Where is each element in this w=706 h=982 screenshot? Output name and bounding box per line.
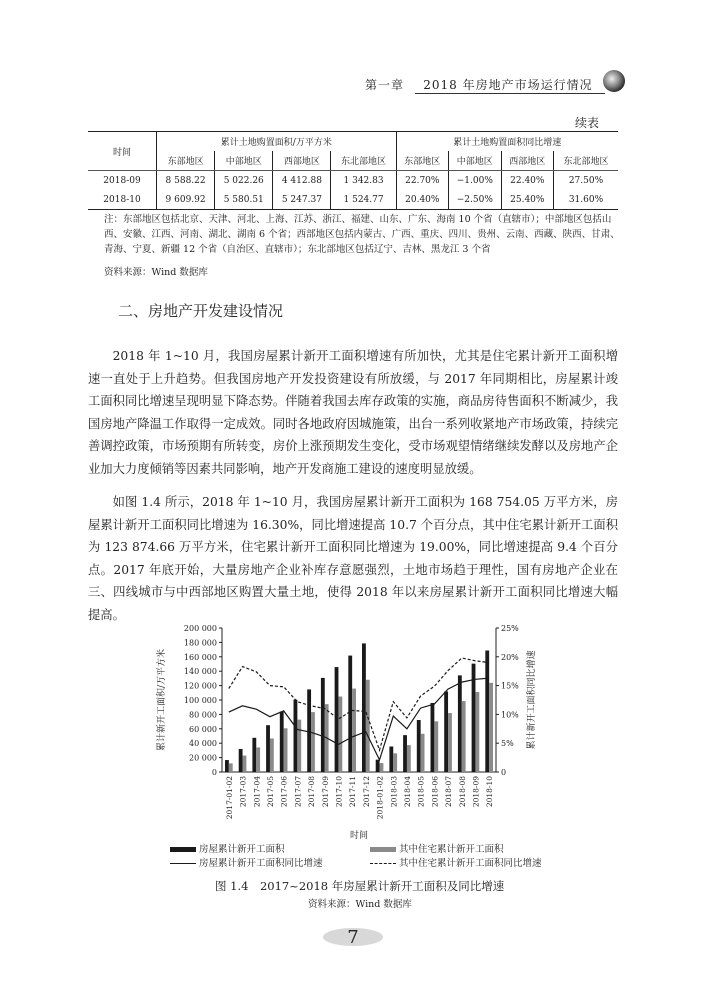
y-tick-label: 60 000 <box>189 724 217 734</box>
bar-total <box>225 760 229 772</box>
running-header-text <box>365 76 593 93</box>
bar-total <box>239 749 243 772</box>
x-tick-label: 2017-06 <box>279 776 289 808</box>
bar-total <box>458 675 462 772</box>
chapter-title: 2018 年房地产市场运行情况 <box>423 78 593 92</box>
running-header <box>365 76 615 100</box>
legend-label: 房屋累计新开工面积同比增速 <box>199 858 323 869</box>
x-tick-label: 2018-09 <box>471 776 481 808</box>
chart-labels <box>155 624 537 841</box>
land-purchase-table <box>88 131 618 210</box>
table-col-region: 中部地区 <box>449 151 502 171</box>
table-header-growth: 累计土地购置面积同比增速 <box>396 132 618 152</box>
legend-label: 房屋累计新开工面积 <box>199 844 285 855</box>
bar-residential <box>352 689 356 772</box>
table-col-region: 东北部地区 <box>331 151 396 171</box>
x-tick-label: 2018-04 <box>402 776 412 808</box>
table-cell: 25.40% <box>501 190 553 210</box>
table-source: 资料来源：Wind 数据库 <box>104 267 208 278</box>
legend-swatch-dark-bar <box>170 847 196 852</box>
bar-total <box>417 720 421 772</box>
table-cell: 9 609.92 <box>157 190 215 210</box>
table-header-area: 累计土地购置面积/万平方米 <box>157 132 397 152</box>
bar-residential <box>338 697 342 772</box>
bar-residential <box>229 763 233 772</box>
bar-residential <box>297 720 301 772</box>
figure-source: 资料来源：Wind 数据库 <box>308 899 412 910</box>
bar-total <box>403 735 407 772</box>
table-cell: 4 412.88 <box>273 171 331 191</box>
x-tick-label: 2017-09 <box>320 776 330 808</box>
body-paragraph <box>88 345 618 480</box>
table-cell: 8 588.22 <box>157 171 215 191</box>
bar-total <box>252 738 256 772</box>
y-right-tick-label: 25% <box>501 624 519 633</box>
y-tick-label: 120 000 <box>183 681 217 691</box>
table-row <box>88 190 618 210</box>
paragraph-text: 2018 年 1~10 月，我国房屋累计新开工面积增速有所加快，尤其是住宅累计新开工面积增速一直处于上升趋势。但我国房地产开发投资建设有所放缓，与 2017 年同期相比，房屋累计竣工面积同比增速呈现明显下降态势。伴随着我国去库存政策的实施，商品房待售面积不断减少，我国房地产降温工作取得一定成效。同时各地政府因城施策，出台一系列收紧地产市场政策，持续完善调控政策，市场预期有所转变，房价上涨预期发生变化，受市场观望情绪继续发酵以及房地产企业加大力度倾销等因素共同影响，地产开发商施工建设的速度明显放缓。 <box>88 349 618 476</box>
bar-total <box>307 689 311 772</box>
x-tick-label: 2017-07 <box>293 776 303 808</box>
bar-residential <box>489 683 493 772</box>
chapter-label: 第一章 <box>365 78 405 92</box>
y-right-tick-label: 5% <box>501 739 514 749</box>
x-tick-label: 2017-08 <box>307 776 317 808</box>
y-right-tick-label: 20% <box>501 652 519 662</box>
table-header-time: 时间 <box>88 132 157 171</box>
y-tick-label: 20 000 <box>189 753 217 763</box>
y-tick-label: 160 000 <box>183 652 217 662</box>
bar-residential <box>462 701 466 772</box>
bar-residential <box>380 763 384 772</box>
y-tick-label: 200 000 <box>183 624 217 633</box>
body-paragraph <box>88 491 618 626</box>
x-tick-label: 2018-01-02 <box>375 776 385 820</box>
table-cell: −1.00% <box>449 171 502 191</box>
x-tick-label: 2017-01-02 <box>224 776 234 820</box>
y-tick-label: 40 000 <box>189 739 217 749</box>
chart-axes <box>219 628 499 772</box>
paragraph-text: 如图 1.4 所示，2018 年 1~10 月，我国房屋累计新开工面积为 168 754.05 万平方米，房屋累计新开工面积同比增速为 16.30%，同比增速提高 10.7 个百分点，其中住宅累计新开工面积为 123 874.66 万平方米，住宅累计新开工面积同比增速为 19.00%，同比增速提高 9.4 个百分点。2017 年底开始，大量房地产企业补库存意愿强烈，土地市场趋于理性，国有房地产企业在三、四线城市与中西部地区购置大量土地，使得 2018 年以来房屋累计新开工面积同比增速大幅提高。 <box>88 495 618 622</box>
bar-total <box>362 643 366 772</box>
bar-residential <box>407 745 411 772</box>
bar-total <box>444 692 448 772</box>
bar-residential <box>421 734 425 772</box>
table-col-region: 中部地区 <box>215 151 273 171</box>
bar-residential <box>393 753 397 772</box>
table-cell: 27.50% <box>554 171 619 191</box>
bar-total <box>431 703 435 772</box>
page-number-badge <box>318 925 388 949</box>
y-right-tick-label: 0 <box>501 768 507 777</box>
y-tick-label: 140 000 <box>183 667 217 677</box>
table-cell: 1 342.83 <box>331 171 396 191</box>
y-right-axis-title: 累计新开工面积同比增速 <box>527 650 537 750</box>
bar-total <box>266 725 270 772</box>
x-tick-label: 2018-03 <box>389 776 399 808</box>
x-tick-label: 2018-05 <box>416 776 426 808</box>
x-axis-title: 时间 <box>349 831 369 841</box>
legend-swatch-solid-line <box>170 863 196 864</box>
table-cell: 20.40% <box>396 190 448 210</box>
y-right-tick-label: 10% <box>501 710 519 720</box>
table-cell: 5 247.37 <box>273 190 331 210</box>
bar-total <box>321 678 325 772</box>
bar-total <box>294 700 298 772</box>
bar-residential <box>256 747 260 772</box>
x-tick-label: 2017-11 <box>348 776 358 808</box>
x-tick-label: 2018-10 <box>485 776 495 808</box>
bar-total <box>376 760 380 772</box>
x-tick-label: 2018-07 <box>444 776 454 808</box>
y-tick-label: 100 000 <box>183 696 217 705</box>
legend-item <box>370 841 504 855</box>
legend-label: 其中住宅累计新开工面积 <box>399 844 504 855</box>
section-title: 二、房地产开发建设情况 <box>118 302 284 320</box>
bar-residential <box>366 680 370 772</box>
bar-total <box>348 656 352 772</box>
table-col-region: 东北部地区 <box>554 151 619 171</box>
x-tick-label: 2018-08 <box>457 776 467 808</box>
bar-residential <box>284 728 288 772</box>
bar-residential <box>270 738 274 772</box>
table-col-region: 东部地区 <box>396 151 448 171</box>
table-col-region: 西部地区 <box>273 151 331 171</box>
bar-residential <box>434 721 438 772</box>
header-rule <box>415 93 605 94</box>
x-tick-label: 2017-03 <box>238 776 248 808</box>
table-col-region: 东部地区 <box>157 151 215 171</box>
y-tick-label: 80 000 <box>189 710 217 720</box>
table-col-region: 西部地区 <box>501 151 553 171</box>
table-cell: −2.50% <box>449 190 502 210</box>
bar-total <box>485 650 489 772</box>
bar-residential <box>475 692 479 772</box>
y-tick-label: 180 000 <box>183 638 217 648</box>
x-tick-label: 2017-12 <box>361 776 371 808</box>
table-cell-time: 2018-09 <box>103 175 141 186</box>
table-cell-time: 2018-10 <box>88 190 157 210</box>
bar-total <box>335 667 339 772</box>
x-tick-label: 2017-05 <box>265 776 275 808</box>
bar-total <box>280 712 284 772</box>
bar-residential <box>311 712 315 772</box>
x-tick-label: 2017-04 <box>252 776 262 808</box>
legend-item <box>170 841 285 855</box>
table-cell: 5 580.51 <box>215 190 273 210</box>
x-tick-label: 2017-10 <box>334 776 344 808</box>
table-cell: 1 524.77 <box>331 190 396 210</box>
table-continued-label: 续表 <box>575 116 600 130</box>
new-construction-chart <box>150 618 560 843</box>
x-tick-label: 2018-06 <box>430 776 440 808</box>
y-right-tick-label: 15% <box>501 681 519 691</box>
legend-item <box>370 855 542 869</box>
table-row <box>88 171 618 191</box>
y-axis-title: 累计新开工面积/万平方米 <box>157 648 167 752</box>
legend-swatch-gray-bar <box>370 847 396 852</box>
bar-residential <box>448 713 452 772</box>
chart-bars <box>225 643 493 772</box>
legend-label: 其中住宅累计新开工面积同比增速 <box>399 858 542 869</box>
bar-total <box>389 747 393 772</box>
table-note: 注：东部地区包括北京、天津、河北、上海、江苏、浙江、福建、山东、广东、海南 10 个省（直辖市）；中部地区包括山西、安徽、江西、河南、湖北、湖南 6 个省；西部地区包括内蒙古、广西、重庆、四川、贵州、云南、西藏、陕西、甘肃、青海、宁夏、新疆 12 个省（自治区、直辖市）；东北部地区包括辽宁、吉林、黑龙江 3 个省 <box>104 214 620 255</box>
figure-caption: 图 1.4 2017~2018 年房屋累计新开工面积及同比增速 <box>215 879 505 893</box>
table-cell: 22.70% <box>396 171 448 191</box>
table-cell: 5 022.26 <box>215 171 273 191</box>
table-cell: 31.60% <box>554 190 619 210</box>
table-cell: 22.40% <box>501 171 553 191</box>
legend-item <box>170 855 323 869</box>
bar-residential <box>243 756 247 772</box>
legend-swatch-dashed-line <box>370 863 396 864</box>
globe-icon <box>603 70 625 92</box>
y-tick-label: 0 <box>211 768 217 777</box>
page-number: 7 <box>347 927 359 948</box>
